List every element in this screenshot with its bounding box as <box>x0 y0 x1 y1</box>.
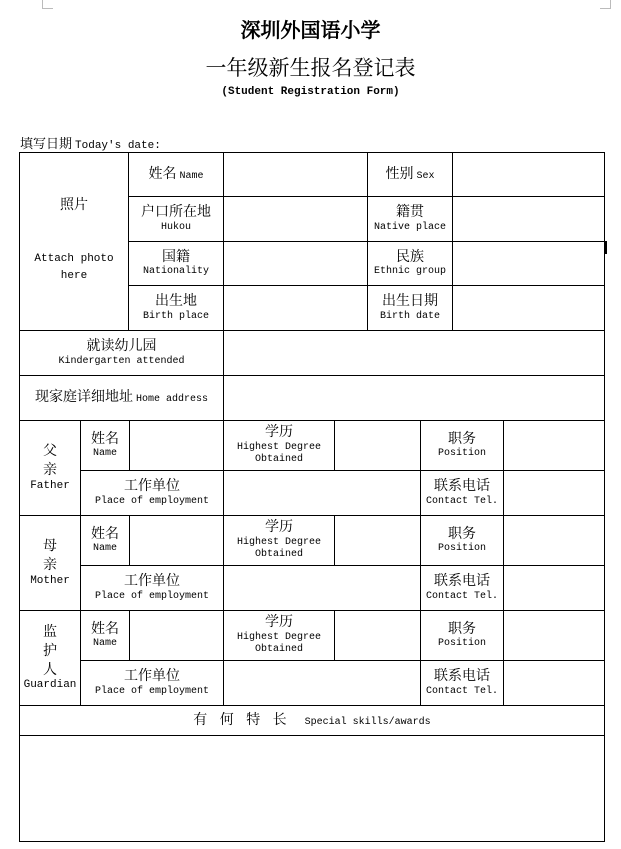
mother-degree-field[interactable] <box>334 515 421 566</box>
label-en: Name <box>92 638 117 649</box>
form-title-en: (Student Registration Form) <box>221 86 400 98</box>
label-en: Name <box>92 448 117 459</box>
label-en: Position <box>437 448 486 459</box>
father-relation-label <box>19 420 81 516</box>
page-corner-mark <box>42 0 53 9</box>
label-en: Native place <box>373 221 446 233</box>
label-zh: 职务 <box>448 430 476 447</box>
label-en: Ethnic group <box>373 266 446 277</box>
relation-label-en: Father <box>30 480 70 493</box>
name-label <box>128 152 224 197</box>
father-name-field[interactable] <box>129 420 224 471</box>
mother-name-label <box>80 515 130 566</box>
label-zh: 姓名 <box>91 525 119 542</box>
father-degree-field[interactable] <box>334 420 421 471</box>
label-en: Highest Degree Obtained <box>236 441 321 466</box>
guardian-degree-field[interactable] <box>334 610 421 661</box>
father-tel-field[interactable] <box>503 470 605 516</box>
guardian-name-label <box>80 610 130 661</box>
label-zh: 工作单位 <box>124 668 180 684</box>
guardian-tel-label <box>420 660 504 706</box>
page-corner-mark <box>600 0 611 9</box>
label-en: Hukou <box>160 221 191 233</box>
address-label <box>19 375 224 421</box>
label-zh: 学历 <box>265 614 293 631</box>
date-label <box>20 133 161 152</box>
nationality-field[interactable] <box>223 241 368 286</box>
guardian-position-field[interactable] <box>503 610 605 661</box>
label-zh: 民族 <box>396 248 424 265</box>
sex-field[interactable] <box>452 152 605 197</box>
father-tel-label <box>420 470 504 516</box>
guardian-degree-label <box>223 610 335 661</box>
mother-position-field[interactable] <box>503 515 605 566</box>
label-en: Contact Tel. <box>425 495 498 507</box>
label-zh: 联系电话 <box>434 478 490 494</box>
label-zh: 户口所在地 <box>141 204 211 220</box>
mother-tel-field[interactable] <box>503 565 605 611</box>
label-en: Position <box>437 638 486 649</box>
relation-label-en: Mother <box>30 575 70 588</box>
label-zh: 联系电话 <box>434 668 490 684</box>
guardian-employment-label <box>80 660 224 706</box>
label-zh: 国籍 <box>162 248 190 265</box>
label-zh: 出生地 <box>155 293 197 309</box>
relation-char: 亲 <box>42 462 57 479</box>
school-name: 深圳外国语小学 <box>240 18 381 42</box>
label-zh: 职务 <box>448 620 476 637</box>
father-name-label <box>80 420 130 471</box>
label-en: Birth place <box>142 310 209 322</box>
date-label-en: Today's date: <box>75 140 161 152</box>
birth-date-label <box>367 285 453 331</box>
mother-relation-label <box>19 515 81 611</box>
label-en: Highest Degree Obtained <box>236 536 321 561</box>
sex-label <box>367 152 453 197</box>
address-field[interactable] <box>223 375 605 421</box>
label-zh: 工作单位 <box>124 478 180 494</box>
relation-char: 监 <box>43 623 57 640</box>
relation-char: 母 <box>42 538 57 555</box>
label-zh: 有 何 特 长 <box>193 711 291 728</box>
label-zh: 姓名 <box>91 430 119 447</box>
photo-label-en: Attach photo here <box>34 252 114 283</box>
label-en: Name <box>179 170 204 182</box>
label-zh: 籍贯 <box>396 204 424 220</box>
relation-char: 父 <box>42 443 57 460</box>
father-employment-label <box>80 470 224 516</box>
relation-label-en: Guardian <box>23 679 77 692</box>
label-zh: 出生日期 <box>382 293 438 309</box>
guardian-tel-field[interactable] <box>503 660 605 706</box>
birth-date-field[interactable] <box>452 285 605 331</box>
label-en: Contact Tel. <box>425 590 498 602</box>
label-en: Place of employment <box>94 685 210 697</box>
label-en: Place of employment <box>94 495 210 507</box>
relation-char: 护 <box>43 642 57 659</box>
birth-place-field[interactable] <box>223 285 368 331</box>
mother-employment-label <box>80 565 224 611</box>
father-employment-field[interactable] <box>223 470 421 516</box>
label-en: Contact Tel. <box>425 685 498 697</box>
guardian-relation-label <box>19 610 81 706</box>
label-en: Special skills/awards <box>304 716 431 728</box>
father-position-field[interactable] <box>503 420 605 471</box>
label-en: Kindergarten attended <box>58 355 185 367</box>
text-cursor <box>604 241 607 254</box>
ethnic-group-field[interactable] <box>452 241 605 286</box>
label-en: Birth date <box>379 310 440 322</box>
kindergarten-label <box>19 330 224 376</box>
guardian-employment-field[interactable] <box>223 660 421 706</box>
label-zh: 学历 <box>265 519 293 536</box>
skills-header <box>19 705 605 736</box>
label-zh: 职务 <box>448 525 476 542</box>
hukou-field[interactable] <box>223 196 368 242</box>
label-zh: 联系电话 <box>434 573 490 589</box>
mother-name-field[interactable] <box>129 515 224 566</box>
label-en: Highest Degree Obtained <box>236 631 321 656</box>
label-zh: 就读幼儿园 <box>86 338 157 354</box>
label-zh: 现家庭详细地址 <box>34 389 133 406</box>
mother-degree-label <box>223 515 335 566</box>
label-zh: 工作单位 <box>124 573 180 589</box>
mother-position-label <box>420 515 504 566</box>
label-en: Place of employment <box>94 590 210 602</box>
date-label-zh: 填写日期 <box>20 137 73 152</box>
skills-field[interactable] <box>19 735 605 842</box>
ethnic-group-label <box>367 241 453 286</box>
label-en: Nationality <box>142 266 209 277</box>
relation-char: 人 <box>43 661 57 678</box>
guardian-name-field[interactable] <box>129 610 224 661</box>
native-place-field[interactable] <box>452 196 605 242</box>
label-en: Position <box>437 543 486 554</box>
relation-char: 亲 <box>42 557 57 574</box>
kindergarten-field[interactable] <box>223 330 605 376</box>
label-en: Name <box>92 543 117 554</box>
mother-employment-field[interactable] <box>223 565 421 611</box>
label-en: Sex <box>416 170 435 182</box>
guardian-position-label <box>420 610 504 661</box>
form-title: 一年级新生报名登记表 <box>205 56 416 80</box>
label-zh: 姓名 <box>148 165 177 182</box>
native-place-label <box>367 196 453 242</box>
birth-place-label <box>128 285 224 331</box>
label-zh: 性别 <box>385 165 414 182</box>
mother-tel-label <box>420 565 504 611</box>
label-zh: 学历 <box>265 424 293 441</box>
photo-cell[interactable] <box>19 152 129 331</box>
father-position-label <box>420 420 504 471</box>
nationality-label <box>128 241 224 286</box>
hukou-label <box>128 196 224 242</box>
label-zh: 姓名 <box>91 620 119 637</box>
name-field[interactable] <box>223 152 368 197</box>
father-degree-label <box>223 420 335 471</box>
label-en: Home address <box>135 394 208 406</box>
photo-label-zh: 照片 <box>60 197 88 214</box>
